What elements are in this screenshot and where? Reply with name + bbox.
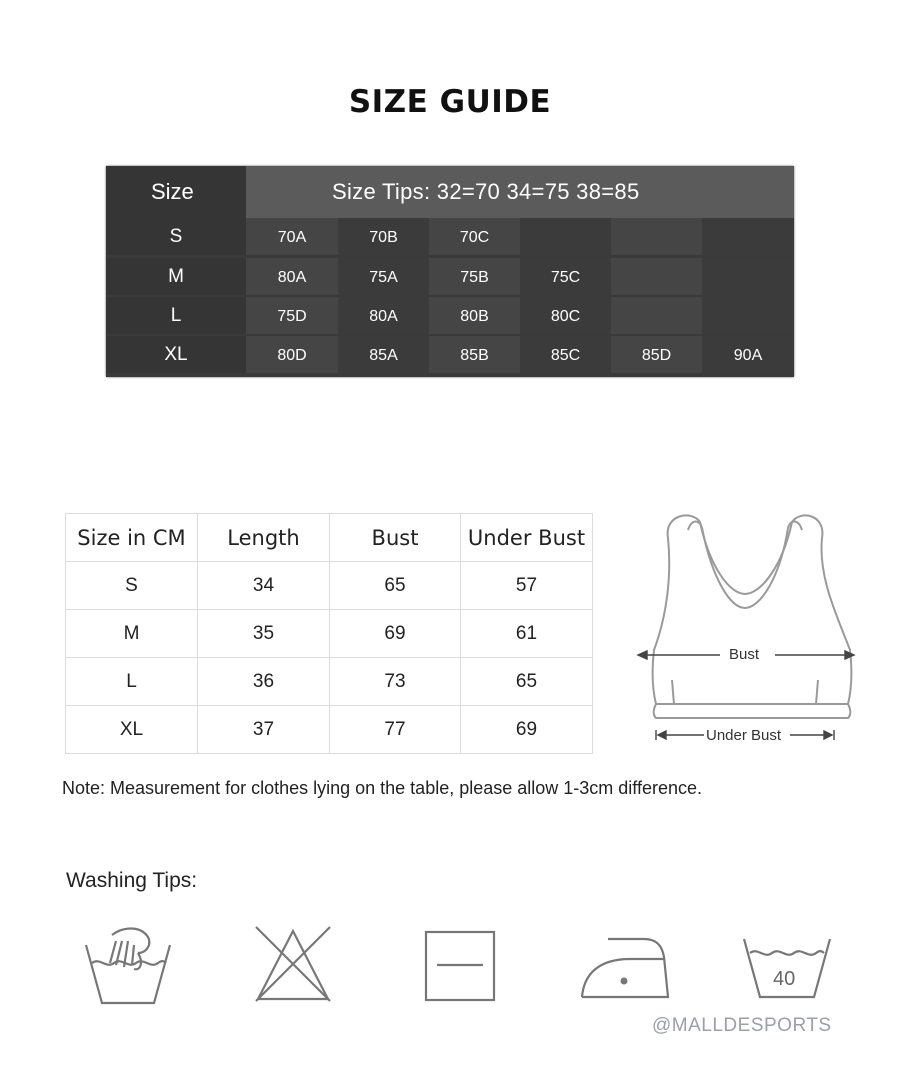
- do-not-bleach-icon: [252, 923, 334, 1003]
- flat-dry-icon: [424, 923, 496, 1003]
- size-cell: 75A: [338, 258, 429, 295]
- size-cell: [702, 297, 794, 334]
- low-iron-icon: [578, 923, 672, 1003]
- table-cell: S: [66, 562, 198, 610]
- table-cell: M: [66, 610, 198, 658]
- table-cell: L: [66, 658, 198, 706]
- size-cell: [520, 218, 611, 255]
- size-cell: 85A: [338, 336, 429, 373]
- table-row: [66, 562, 593, 610]
- column-header: Under Bust: [461, 514, 593, 562]
- table-cell: 69: [330, 610, 461, 658]
- bra-size-table: [106, 166, 794, 377]
- size-cell: 75B: [429, 258, 520, 295]
- size-cell: 75D: [246, 297, 338, 334]
- table-cell: 35: [198, 610, 330, 658]
- size-cell: 70B: [338, 218, 429, 255]
- size-cell: 70A: [246, 218, 338, 255]
- table-cell: 69: [461, 706, 593, 754]
- size-table-header: [106, 166, 794, 218]
- column-header: Size in CM: [66, 514, 198, 562]
- size-cell: 80A: [338, 297, 429, 334]
- hand-wash-icon: [82, 923, 174, 1009]
- size-row: [106, 258, 794, 295]
- size-cell: 75C: [520, 258, 611, 295]
- column-header: Bust: [330, 514, 461, 562]
- size-row: [106, 336, 794, 373]
- size-cell: [702, 258, 794, 295]
- size-cell: 70C: [429, 218, 520, 255]
- table-cell: 65: [461, 658, 593, 706]
- size-cell: [702, 218, 794, 255]
- bra-outline: [653, 515, 852, 718]
- size-label: S: [106, 218, 246, 255]
- table-cell: 61: [461, 610, 593, 658]
- table-cell: 36: [198, 658, 330, 706]
- size-cell: 80D: [246, 336, 338, 373]
- size-cell: [611, 218, 702, 255]
- size-cell: 90A: [702, 336, 794, 373]
- table-cell: 65: [330, 562, 461, 610]
- size-cell: 85D: [611, 336, 702, 373]
- wash-temperature: 40: [773, 968, 796, 990]
- bust-label: Bust: [729, 646, 760, 663]
- table-row: [66, 706, 593, 754]
- under-bust-label: Under Bust: [706, 727, 782, 744]
- column-header: Length: [198, 514, 330, 562]
- size-cell: [611, 297, 702, 334]
- size-cell: 80B: [429, 297, 520, 334]
- size-header-label: Size: [106, 166, 246, 218]
- size-row: [106, 297, 794, 334]
- size-tips: Size Tips: 32=70 34=75 38=85: [246, 166, 794, 218]
- size-cell: [611, 258, 702, 295]
- size-cell: 80A: [246, 258, 338, 295]
- size-label: M: [106, 258, 246, 295]
- table-cell: 57: [461, 562, 593, 610]
- table-cell: 77: [330, 706, 461, 754]
- page-title: SIZE GUIDE: [348, 84, 552, 120]
- table-row: [66, 610, 593, 658]
- size-cell: 85B: [429, 336, 520, 373]
- washing-tips-title: Washing Tips:: [66, 869, 198, 892]
- watermark: @MALLDESPORTS: [652, 1015, 832, 1036]
- measurement-note: Note: Measurement for clothes lying on the table, please allow 1-3cm difference.: [62, 778, 703, 798]
- table-header-row: [66, 514, 593, 562]
- measurement-table: [65, 513, 593, 754]
- size-label: L: [106, 297, 246, 334]
- table-cell: 34: [198, 562, 330, 610]
- table-row: [66, 658, 593, 706]
- table-cell: 37: [198, 706, 330, 754]
- size-row: [106, 218, 794, 255]
- size-cell: 80C: [520, 297, 611, 334]
- size-cell: 85C: [520, 336, 611, 373]
- table-cell: XL: [66, 706, 198, 754]
- table-cell: 73: [330, 658, 461, 706]
- wash-40-icon: [742, 923, 832, 1003]
- size-label: XL: [106, 336, 246, 373]
- bra-measurement-diagram: [630, 508, 860, 753]
